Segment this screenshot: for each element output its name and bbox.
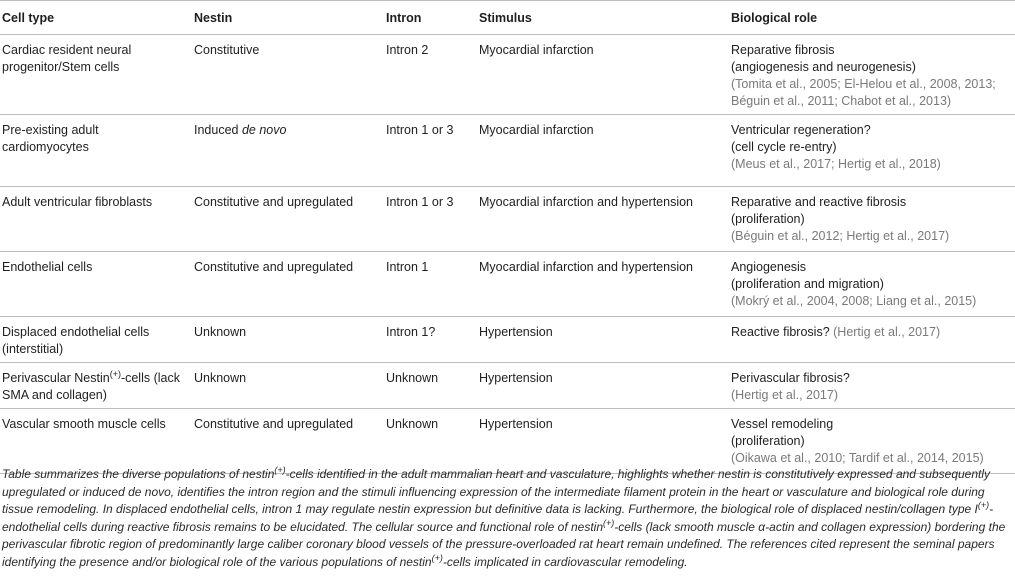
references: (Hertig et al., 2017) (833, 325, 941, 339)
cell-type: Cardiac resident neural progenitor/Stem cells (0, 35, 192, 115)
references: (Béguin et al., 2012; Hertig et al., 2017) (731, 229, 950, 243)
biological-role (729, 409, 1015, 474)
superscript: (+) (977, 500, 990, 510)
table-row (0, 115, 1015, 187)
biological-role (729, 115, 1015, 187)
table-header-row (0, 1, 1015, 35)
superscript: (+) (431, 552, 443, 563)
nestin-text: Induced (194, 123, 242, 137)
stimulus-value: Myocardial infarction (477, 115, 729, 187)
biological-role (729, 363, 1015, 409)
table-row (0, 252, 1015, 317)
superscript: (+) (109, 368, 121, 379)
role-line: Vessel remodeling (731, 417, 834, 431)
header-biological-role: Biological role (729, 1, 1015, 35)
cell-type: Displaced endothelial cells (interstitial) (0, 317, 192, 363)
nestin-value: Constitutive and upregulated (192, 409, 384, 474)
role-line: (proliferation) (731, 434, 805, 448)
table-row (0, 187, 1015, 252)
table-footnote (2, 466, 1012, 571)
references: (Hertig et al., 2017) (731, 388, 838, 402)
nestin-value: Constitutive (192, 35, 384, 115)
role-line: (cell cycle re-entry) (731, 140, 837, 154)
table-row (0, 363, 1015, 409)
role-line: Reparative fibrosis (731, 43, 835, 57)
biological-role (729, 252, 1015, 317)
nestin-value: Constitutive and upregulated (192, 187, 384, 252)
footnote-text: -cells implicated in cardiovascular remodeling. (442, 554, 688, 569)
intron-value: Intron 1 or 3 (384, 187, 477, 252)
cell-type (0, 363, 192, 409)
stimulus-value: Myocardial infarction and hypertension (477, 252, 729, 317)
nestin-value: Constitutive and upregulated (192, 252, 384, 317)
stimulus-value: Hypertension (477, 409, 729, 474)
references: (Meus et al., 2017; Hertig et al., 2018) (731, 157, 941, 171)
intron-value: Intron 1 (384, 252, 477, 317)
header-cell-type: Cell type (0, 1, 192, 35)
cell-type-text: -cells (lack SMA and collagen) (2, 371, 180, 402)
nestin-value (192, 115, 384, 187)
nestin-emphasis: de novo (241, 123, 287, 137)
cell-type: Adult ventricular fibroblasts (0, 187, 192, 252)
references: (Mokrý et al., 2004, 2008; Liang et al., 2015) (731, 294, 977, 308)
stimulus-value: Myocardial infarction (477, 35, 729, 115)
cell-type: Endothelial cells (0, 252, 192, 317)
intron-value: Intron 1? (384, 317, 477, 363)
intron-value: Unknown (384, 363, 477, 409)
biological-role (729, 187, 1015, 252)
nestin-value: Unknown (192, 317, 384, 363)
table-row (0, 317, 1015, 363)
role-line: Reactive fibrosis? (731, 325, 834, 339)
header-nestin: Nestin (192, 1, 384, 35)
role-line: (angiogenesis and neurogenesis) (731, 60, 916, 74)
superscript: (+) (274, 465, 286, 475)
footnote-text: -cells identified in the adult mammalian heart and vasculature, highlights whether nestin is constitutively expressed and subsequently upregulated or induced de novo, identifies the intron region and the stimuli influencing expression of the intermediate filament protein in the heart or vasculature and biological role during tissue remodeling. In displaced endothelial cells, intron 1 may regulate nestin expression but definitive data is lacking. Furthermore, the biological role of displaced nestin/collagen type I (2, 467, 991, 516)
stimulus-value: Myocardial infarction and hypertension (477, 187, 729, 252)
stimulus-value: Hypertension (477, 363, 729, 409)
cell-type: Vascular smooth muscle cells (0, 409, 192, 474)
intron-value: Intron 1 or 3 (384, 115, 477, 187)
references: (Tomita et al., 2005; El-Helou et al., 2008, 2013; Béguin et al., 2011; Chabot et al., 2013) (731, 77, 996, 108)
nestin-value: Unknown (192, 363, 384, 409)
header-stimulus: Stimulus (477, 1, 729, 35)
intron-value: Unknown (384, 409, 477, 474)
biological-role (729, 317, 1015, 363)
footnote-text: -endothelial cells during reactive fibrosis remains to be elucidated. The cellular source and functional role of nestin (2, 502, 994, 534)
cell-type-text: Perivascular Nestin (2, 371, 110, 385)
references: (Oikawa et al., 2010; Tardif et al., 2014, 2015) (731, 451, 984, 465)
table-row (0, 35, 1015, 115)
footnote-text: Table summarizes the diverse populations of nestin (2, 467, 275, 481)
header-intron: Intron (384, 1, 477, 35)
cell-type: Pre-existing adult cardiomyocytes (0, 115, 192, 187)
role-line: Angiogenesis (731, 260, 807, 274)
intron-value: Intron 2 (384, 35, 477, 115)
stimulus-value: Hypertension (477, 317, 729, 363)
role-line: Ventricular regeneration? (731, 123, 871, 137)
table-row (0, 409, 1015, 474)
role-line: (proliferation) (731, 212, 805, 226)
biological-role (729, 35, 1015, 115)
role-line: (proliferation and migration) (731, 277, 884, 291)
role-line: Perivascular fibrosis? (731, 371, 850, 385)
footnote-text: -cells (lack smooth muscle α-actin and collagen expression) bordering the perivascular fibrotic region of predominantly large caliber coronary blood vessels of the pressure-overloaded rat heart remain undefined. The references cited represent the seminal papers identifying the presence and/or biological role of the various populations of nestin (2, 519, 1006, 569)
superscript: (+) (603, 517, 615, 528)
role-line: Reparative and reactive fibrosis (731, 195, 907, 209)
